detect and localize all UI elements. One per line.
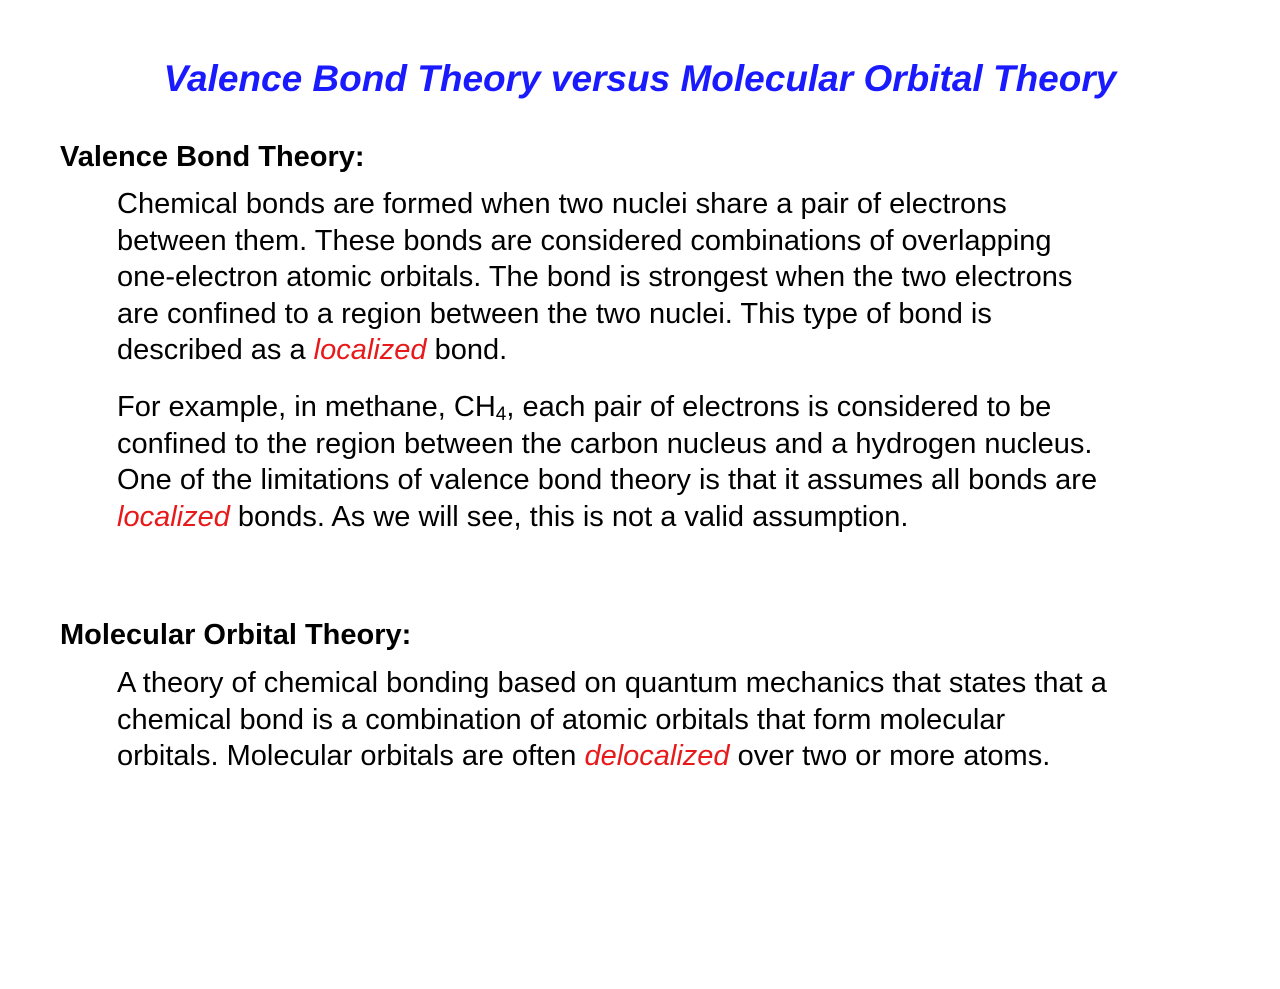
vbt-p2-line-3: One of the limitations of valence bond theory is that it assumes all bonds are (117, 464, 1098, 497)
mot-heading: Molecular Orbital Theory: (60, 619, 412, 651)
vbt-p1-line-5-post: bond. (426, 334, 508, 367)
mot-p1-line-3-pre: orbitals. Molecular orbitals are often (117, 740, 585, 773)
vbt-heading: Valence Bond Theory: (60, 141, 365, 173)
vbt-p2-line-4-post: bonds. As we will see, this is not a valid assumption. (229, 500, 909, 533)
vbt-p2-line-1-post: , each pair of electrons is considered to be (506, 391, 1052, 423)
slide-title: Valence Bond Theory versus Molecular Orbital Theory (163, 58, 1117, 99)
vbt-p1-line-4: are confined to a region between the two nuclei. This type of bond is (117, 297, 992, 330)
vbt-p2-line-2: confined to the region between the carbon nucleus and a hydrogen nucleus. (117, 427, 1093, 460)
localized-emphasis: localized (313, 334, 427, 367)
mot-p1-line-2: chemical bond is a combination of atomic orbitals that form molecular (117, 703, 1006, 736)
methane-subscript: 4 (495, 404, 507, 425)
vbt-p1-line-1: Chemical bonds are formed when two nuclei share a pair of electrons (117, 188, 1007, 220)
vbt-definition-paragraph (117, 186, 1257, 369)
vbt-p2-line-1 (117, 389, 1257, 426)
delocalized-emphasis: delocalized (584, 740, 730, 773)
vbt-p1-line-3: one-electron atomic orbitals. The bond is strongest when the two electrons (117, 261, 1073, 294)
mot-p1-line-1: A theory of chemical bonding based on quantum mechanics that states that a (117, 667, 1107, 699)
mot-p1-line-3 (117, 738, 1257, 775)
vbt-p2-line-4 (117, 499, 1257, 536)
mot-definition-paragraph (117, 665, 1257, 775)
vbt-p1-line-2: between them. These bonds are considered combinations of overlapping (117, 224, 1052, 257)
vbt-p1-line-5 (117, 332, 1257, 369)
vbt-p2-line-1-pre: For example, in methane, CH (117, 391, 496, 423)
vbt-example-paragraph (117, 389, 1257, 535)
vbt-p1-line-5-pre: described as a (117, 334, 314, 367)
mot-p1-line-3-post: over two or more atoms. (729, 740, 1051, 773)
localized-emphasis: localized (117, 500, 230, 533)
